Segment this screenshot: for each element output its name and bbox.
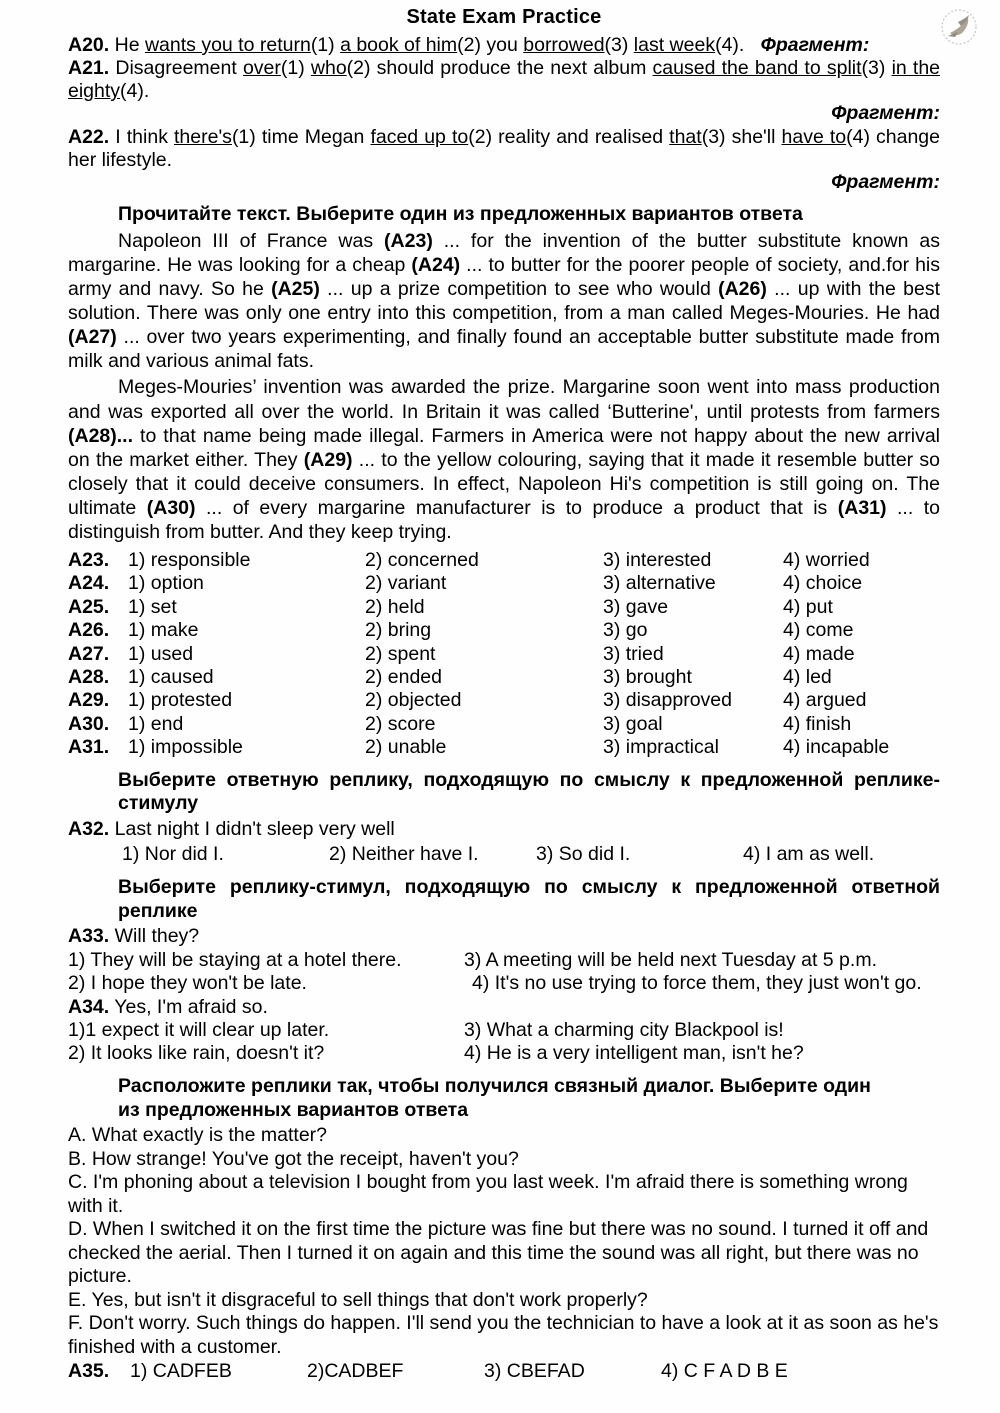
page-title: State Exam Practice bbox=[406, 6, 602, 28]
fragment-label: Фрагмент: bbox=[831, 171, 940, 194]
dialogue-instruction-heading bbox=[68, 1075, 940, 1123]
option-4[interactable]: 4) choice bbox=[783, 572, 863, 595]
question-number: A28. bbox=[68, 665, 110, 688]
stimulus-instruction-heading: Выберите реплику-стимул, подходящую по смыслу к предложенной ответной реплике bbox=[118, 875, 940, 922]
question-number: A25. bbox=[68, 595, 110, 618]
option-4[interactable]: 4) I am as well. bbox=[743, 843, 875, 866]
option-2[interactable]: 2) concerned bbox=[365, 549, 479, 572]
question-number: A32. bbox=[68, 818, 110, 841]
underlined-option-4[interactable]: have to bbox=[781, 125, 847, 148]
option-2[interactable]: 2) score bbox=[365, 712, 436, 735]
fragment-label: Фрагмент: bbox=[831, 102, 940, 125]
option-1[interactable]: 1) end bbox=[128, 712, 184, 735]
stem-text: Last night I didn't sleep very well bbox=[114, 818, 395, 841]
option-row-a25 bbox=[68, 596, 940, 619]
fragment-label: Фрагмент: bbox=[760, 33, 870, 56]
option-1[interactable]: 1) protested bbox=[128, 689, 233, 712]
option-1[interactable]: 1) used bbox=[128, 642, 194, 665]
underlined-option-2[interactable]: faced up to bbox=[370, 125, 469, 148]
option-2[interactable]: 2) spent bbox=[365, 642, 436, 665]
dialogue-heading-line-2: из предложенных вариантов ответа bbox=[118, 1098, 469, 1121]
option-4[interactable]: 4) argued bbox=[783, 689, 867, 712]
option-2[interactable]: 2) ended bbox=[365, 665, 442, 688]
question-number: A26. bbox=[68, 619, 110, 642]
question-number: A29. bbox=[68, 689, 110, 712]
option-1[interactable]: 1) make bbox=[128, 619, 199, 642]
option-row-a33-bottom bbox=[68, 972, 940, 995]
question-a34-stem bbox=[68, 996, 940, 1019]
option-3[interactable]: 3) CBEFAD bbox=[484, 1360, 585, 1383]
option-4[interactable]: 4) It's no use trying to force them, they just won't go. bbox=[472, 972, 922, 995]
question-number: A35. bbox=[68, 1360, 110, 1383]
question-number: A27. bbox=[68, 642, 110, 665]
option-4[interactable]: 4) put bbox=[783, 595, 833, 618]
option-1[interactable]: 1) Nor did I. bbox=[122, 843, 224, 866]
option-1[interactable]: 1) They will be staying at a hotel there. bbox=[68, 948, 402, 971]
option-2[interactable]: 2) bring bbox=[365, 619, 432, 642]
option-row-a30 bbox=[68, 713, 940, 736]
cloze-options-grid bbox=[68, 549, 940, 760]
option-1[interactable]: 1) responsible bbox=[128, 549, 251, 572]
option-3[interactable]: 3) interested bbox=[603, 549, 712, 572]
option-3[interactable]: 3) go bbox=[603, 619, 648, 642]
question-number: A33. bbox=[68, 925, 110, 948]
option-4[interactable]: 4) worried bbox=[783, 549, 870, 572]
response-instruction-heading: Выберите ответную реплику, подходящую по смыслу к предложенной реплике-стимулу bbox=[118, 768, 940, 815]
underlined-option-4[interactable]: in the eighty bbox=[68, 57, 941, 103]
question-a33-stem bbox=[68, 925, 940, 948]
underlined-option-3[interactable]: that bbox=[669, 125, 702, 148]
dialogue-line-a: A. What exactly is the matter? bbox=[68, 1124, 328, 1147]
option-row-a23 bbox=[68, 549, 940, 572]
option-3[interactable]: 3) impractical bbox=[603, 736, 719, 759]
response-section bbox=[68, 769, 940, 867]
option-3[interactable]: 3) A meeting will be held next Tuesday at 5 p.m. bbox=[464, 948, 877, 971]
question-number: A20. bbox=[68, 33, 110, 56]
option-2[interactable]: 2) It looks like rain, doesn't it? bbox=[68, 1042, 325, 1065]
option-row-a27 bbox=[68, 643, 940, 666]
dialogue-line-f: F. Don't worry. Such things do happen. I'll send you the technician to have a look at it as soon as he's finished with a customer. bbox=[68, 1312, 939, 1358]
option-4[interactable]: 4) led bbox=[783, 665, 832, 688]
option-1[interactable]: 1) set bbox=[128, 595, 177, 618]
question-a32-stem bbox=[68, 818, 940, 841]
option-row-a28 bbox=[68, 666, 940, 689]
option-1[interactable]: 1) CADFEB bbox=[130, 1360, 232, 1383]
option-row-a32 bbox=[68, 843, 940, 866]
option-3[interactable]: 3) So did I. bbox=[536, 843, 631, 866]
dialogue-section bbox=[68, 1075, 940, 1384]
option-2[interactable]: 2) I hope they won't be late. bbox=[68, 972, 307, 995]
underlined-option-2[interactable]: who bbox=[310, 57, 347, 79]
option-3[interactable]: 3) gave bbox=[603, 595, 669, 618]
cloze-section bbox=[68, 203, 940, 759]
option-row-a34-bottom bbox=[68, 1042, 940, 1065]
underlined-option-1[interactable]: there's bbox=[174, 125, 232, 148]
dialogue-line-e: E. Yes, but isn't it disgraceful to sell things that don't work properly? bbox=[68, 1288, 648, 1311]
option-row-a33-top bbox=[68, 949, 940, 972]
option-3[interactable]: 3) What a charming city Blackpool is! bbox=[464, 1019, 784, 1041]
option-1[interactable]: 1) option bbox=[128, 572, 204, 595]
option-row-a34-top bbox=[68, 1019, 940, 1042]
question-a20: A20. He wants you to return(1) a book of him(2) you borrowed(3) last week(4). Фрагмент: bbox=[68, 33, 870, 56]
question-number: A21. bbox=[68, 57, 110, 79]
stem-text: Will they? bbox=[114, 925, 200, 948]
dialogue-line-d: D. When I switched it on the first time the picture was fine but there was no sound. I turned it off and checked the aerial. Then I turned it on again and this time the sound was all right, but there was no picture. bbox=[68, 1218, 929, 1288]
option-2[interactable]: 2) held bbox=[365, 595, 425, 618]
option-3[interactable]: 3) goal bbox=[603, 712, 663, 735]
document-body bbox=[68, 6, 940, 1384]
option-3[interactable]: 3) brought bbox=[603, 665, 692, 688]
underlined-option-3[interactable]: caused the band to split bbox=[652, 57, 862, 79]
option-4[interactable]: 4) come bbox=[783, 619, 854, 642]
option-4[interactable]: 4) finish bbox=[783, 712, 852, 735]
bird-emblem-watermark-icon bbox=[938, 6, 984, 50]
option-4[interactable]: 4) made bbox=[783, 642, 855, 665]
passage-paragraph-1: Napoleon III of France was (A23) ... for the invention of the butter substitute known as margarine. He was looking for a cheap (A24) ... to butter for the poorer people of society, and.for his army and navy. So he (A25) ... up a prize competition to see who would (A26) ... up with the best solution. There was only one entry into this competition, from a man called Meges-Mouries. He had (A27) ... over two years experimenting, and finally found an acceptable butter substitute made from milk and various animal fats. bbox=[68, 230, 940, 373]
underlined-option-1[interactable]: wants you to return bbox=[144, 33, 311, 56]
question-number: A22. bbox=[68, 125, 110, 148]
option-1[interactable]: 1) caused bbox=[128, 665, 214, 688]
option-2[interactable]: 2) Neither have I. bbox=[329, 843, 479, 866]
question-a21: A21. Disagreement over(1) who(2) should produce the next album caused the band to split(3) in the eighty(4). bbox=[68, 57, 941, 103]
option-1[interactable]: 1) impossible bbox=[128, 736, 243, 759]
question-number: A24. bbox=[68, 572, 110, 595]
question-number: A30. bbox=[68, 712, 110, 735]
stimulus-section bbox=[68, 876, 940, 1066]
option-2[interactable]: 2)CADBEF bbox=[307, 1360, 404, 1383]
option-row-a26 bbox=[68, 619, 940, 642]
option-4[interactable]: 4) C F A D B E bbox=[661, 1360, 788, 1383]
option-3[interactable]: 3) disapproved bbox=[603, 689, 732, 712]
option-3[interactable]: 3) tried bbox=[603, 642, 664, 665]
underlined-option-1[interactable]: over bbox=[242, 57, 281, 79]
error-correction-section bbox=[68, 34, 940, 194]
underlined-option-4[interactable]: last week bbox=[633, 33, 716, 56]
option-4[interactable]: 4) He is a very intelligent man, isn't he? bbox=[464, 1042, 804, 1065]
option-row-a31 bbox=[68, 736, 940, 759]
passage-paragraph-2: Meges-Mouries’ invention was awarded the prize. Margarine soon went into mass production and was exported all over the world. In Britain it was called ‘Butterine', until protests from farmers (A28)... to that name being made illegal. Farmers in America were not happy about the new arrival on the market either. They (A29) ... to the yellow colouring, saying that it made it resemble butter so closely that it could deceive consumers. In effect, Napoleon Hi's competition is still going on. The ultimate (A30) ... of every margarine manufacturer is to produce a product that is (A31) ... to distinguish from butter. And they keep trying. bbox=[68, 376, 941, 543]
option-row-a29 bbox=[68, 689, 940, 712]
option-1[interactable]: 1)1 expect it will clear up later. bbox=[68, 1019, 330, 1041]
option-2[interactable]: 2) unable bbox=[365, 736, 447, 759]
option-row-a35 bbox=[68, 1360, 940, 1383]
underlined-option-2[interactable]: a book of him bbox=[340, 33, 458, 56]
question-a22: A22. I think there's(1) time Megan faced up to(2) reality and realised that(3) she'll have to(4) change her lifestyle. bbox=[68, 125, 940, 171]
question-number: A31. bbox=[68, 736, 110, 759]
question-number: A34. bbox=[68, 995, 110, 1018]
dialogue-line-b: B. How strange! You've got the receipt, haven't you? bbox=[68, 1147, 519, 1170]
option-4[interactable]: 4) incapable bbox=[783, 736, 890, 759]
question-number: A23. bbox=[68, 549, 110, 572]
option-row-a24 bbox=[68, 572, 940, 595]
underlined-option-3[interactable]: borrowed bbox=[523, 33, 605, 56]
option-2[interactable]: 2) objected bbox=[365, 689, 462, 712]
stem-text: Yes, I'm afraid so. bbox=[114, 995, 268, 1018]
cloze-instruction-heading: Прочитайте текст. Выберите один из предложенных вариантов ответа bbox=[118, 203, 803, 226]
dialogue-heading-line-1: Расположите реплики так, чтобы получился связный диалог. Выберите один bbox=[118, 1074, 871, 1097]
option-2[interactable]: 2) variant bbox=[365, 572, 447, 595]
option-3[interactable]: 3) alternative bbox=[603, 572, 716, 595]
dialogue-line-c: C. I'm phoning about a television I bought from you last week. I'm afraid there is something wrong with it. bbox=[68, 1171, 908, 1217]
